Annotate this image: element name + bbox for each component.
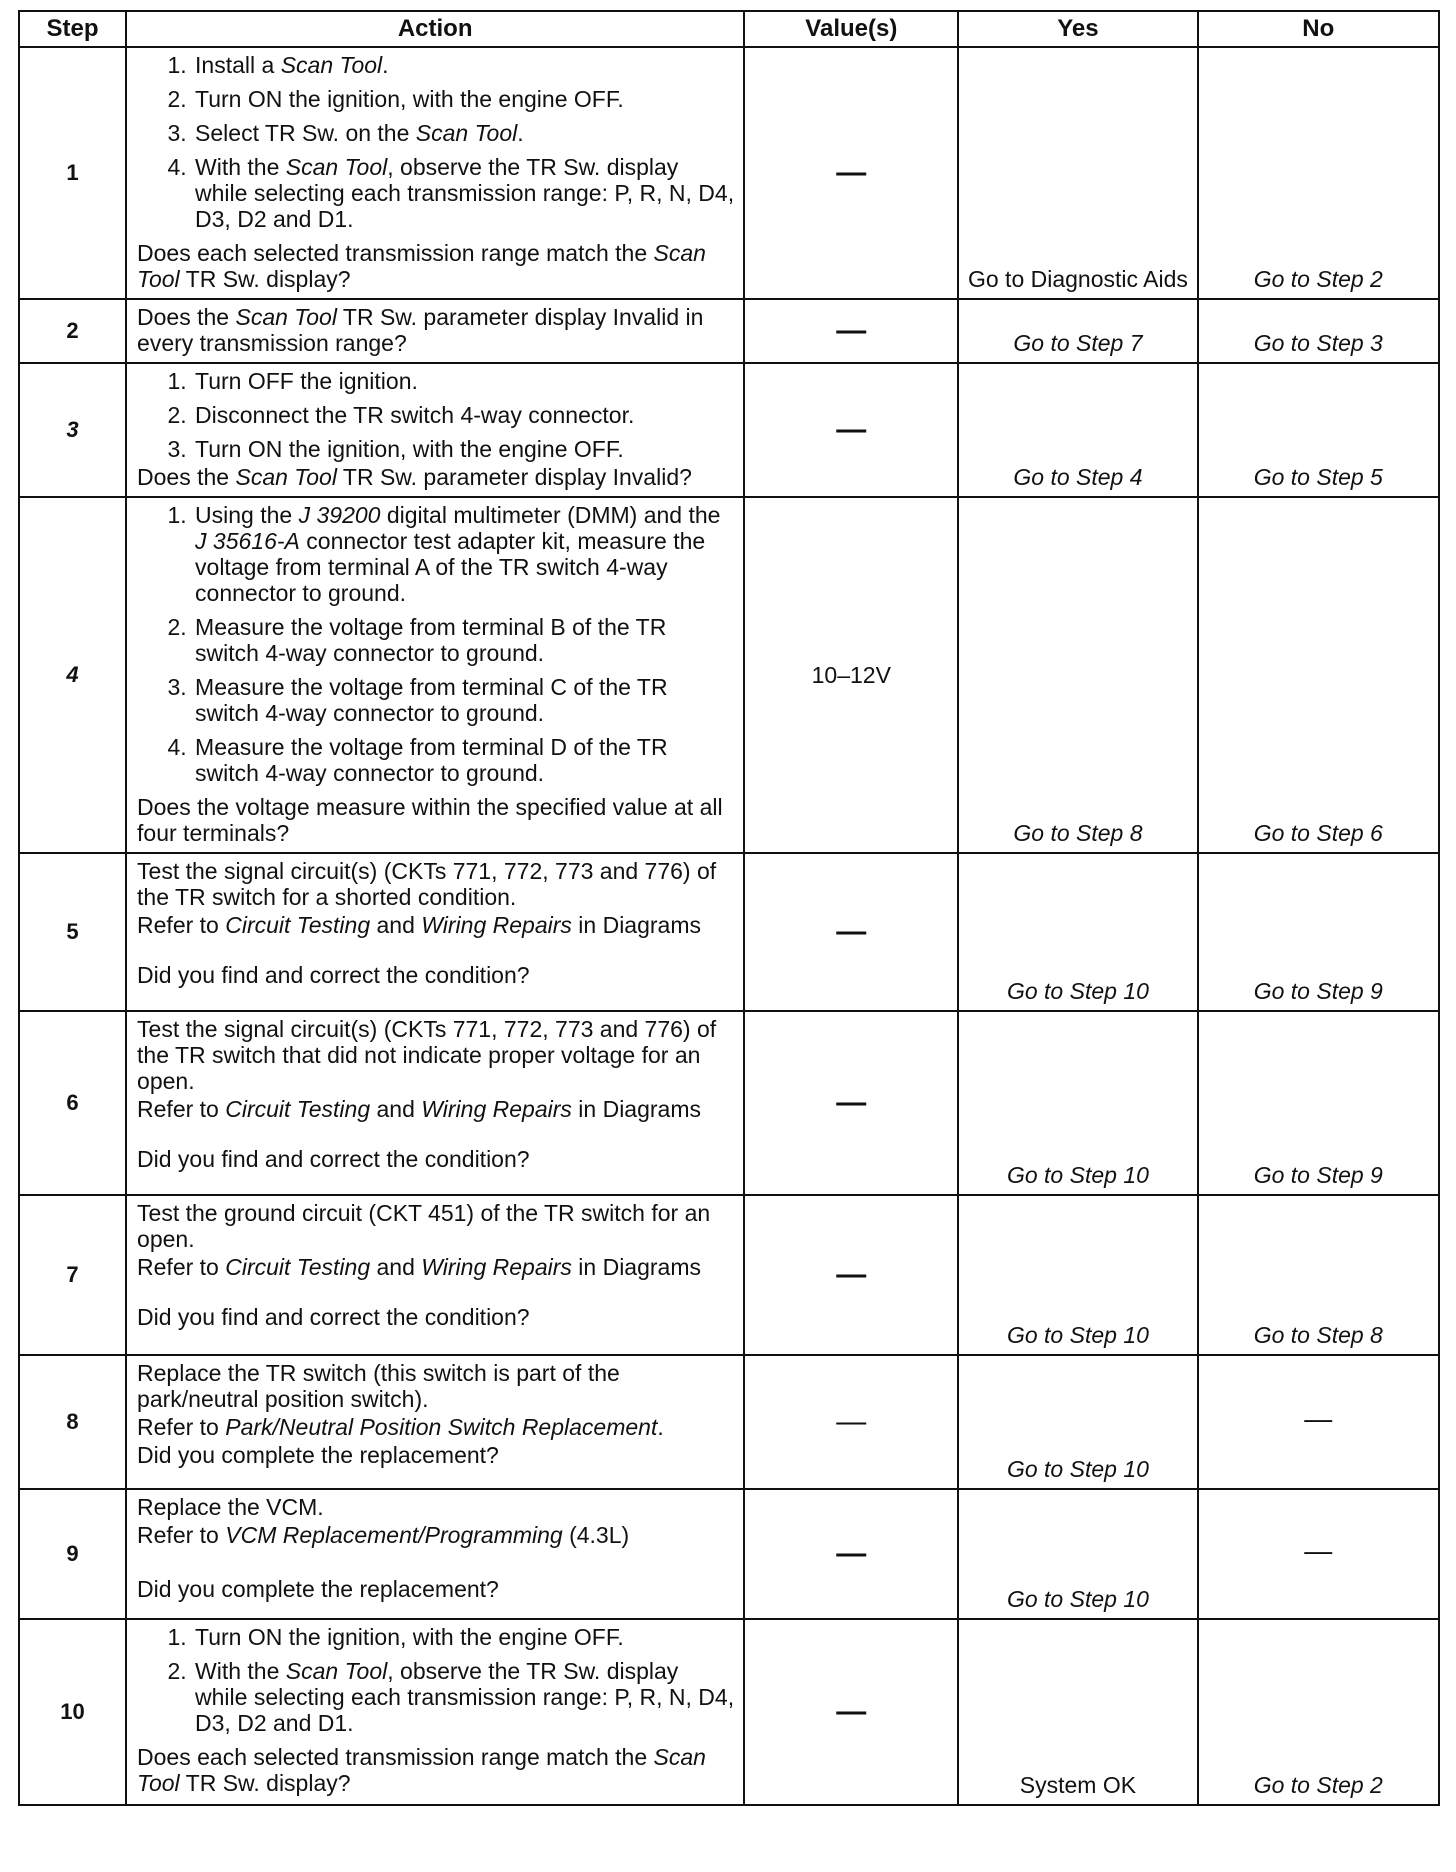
header-no: No	[1198, 11, 1439, 47]
no-cell: Go to Step 2	[1198, 47, 1439, 299]
reference-text: Refer to Circuit Testing and Wiring Repairs in Diagrams	[137, 1254, 702, 1280]
yes-cell: Go to Step 10	[958, 1195, 1197, 1355]
value-cell: —	[744, 47, 958, 299]
header-yes: Yes	[958, 11, 1197, 47]
table-row	[19, 1195, 1439, 1355]
lead-text: Replace the TR switch (this switch is part of the park/neutral position switch).	[137, 1360, 620, 1412]
question-text: Did you complete the replacement?	[137, 1442, 499, 1468]
question-text: Does the Scan Tool TR Sw. parameter display Invalid in every transmission range?	[137, 304, 704, 356]
step-number: 1	[19, 47, 126, 299]
yes-cell: Go to Step 7	[958, 299, 1197, 363]
diagnostic-table	[18, 10, 1440, 1806]
value-cell: —	[744, 1489, 958, 1619]
instruction-list	[137, 1624, 735, 1736]
no-cell: —	[1198, 1489, 1439, 1619]
no-cell: Go to Step 9	[1198, 853, 1439, 1011]
question-text: Does the voltage measure within the specified value at all four terminals?	[137, 794, 723, 846]
instruction-item: 1. Turn OFF the ignition.	[193, 368, 735, 394]
action-cell	[126, 853, 744, 1011]
no-cell: Go to Step 6	[1198, 497, 1439, 853]
action-cell	[126, 363, 744, 497]
instruction-list	[137, 368, 735, 462]
instruction-item: 2. Measure the voltage from terminal B of the TR switch 4-way connector to ground.	[193, 614, 735, 666]
reference-text: Refer to VCM Replacement/Programming (4.3L)	[137, 1522, 630, 1548]
no-cell: Go to Step 5	[1198, 363, 1439, 497]
step-number: 4	[19, 497, 126, 853]
instruction-item: 2. Disconnect the TR switch 4-way connector.	[193, 402, 735, 428]
value-cell: —	[744, 299, 958, 363]
action-cell	[126, 1619, 744, 1805]
yes-cell: System OK	[958, 1619, 1197, 1805]
no-cell: —	[1198, 1355, 1439, 1489]
value-cell: —	[744, 1011, 958, 1195]
instruction-item: 1. Turn ON the ignition, with the engine OFF.	[193, 1624, 735, 1650]
reference-text: Refer to Park/Neutral Position Switch Replacement.	[137, 1414, 664, 1440]
action-cell	[126, 497, 744, 853]
yes-cell: Go to Step 10	[958, 1489, 1197, 1619]
table-row	[19, 1011, 1439, 1195]
lead-text: Test the signal circuit(s) (CKTs 771, 772, 773 and 776) of the TR switch that did not indicate proper voltage for an open.	[137, 1016, 717, 1094]
reference-text: Refer to Circuit Testing and Wiring Repairs in Diagrams	[137, 1096, 702, 1122]
value-cell: —	[744, 363, 958, 497]
yes-cell: Go to Step 8	[958, 497, 1197, 853]
header-step: Step	[19, 11, 126, 47]
action-cell	[126, 1355, 744, 1489]
action-cell	[126, 1489, 744, 1619]
question-text: Did you find and correct the condition?	[137, 1304, 530, 1330]
yes-cell: Go to Step 10	[958, 1355, 1197, 1489]
value-cell: —	[744, 1195, 958, 1355]
step-number: 5	[19, 853, 126, 1011]
instruction-item: 2. With the Scan Tool, observe the TR Sw. display while selecting each transmission range: P, R, N, D4, D3, D2 and D1.	[193, 1658, 735, 1736]
step-number: 3	[19, 363, 126, 497]
question-text: Did you complete the replacement?	[137, 1576, 499, 1602]
step-number: 2	[19, 299, 126, 363]
instruction-list	[137, 502, 735, 786]
header-action: Action	[126, 11, 744, 47]
instruction-item: 1. Install a Scan Tool.	[193, 52, 735, 78]
action-cell	[126, 47, 744, 299]
instruction-item: 4. Measure the voltage from terminal D of the TR switch 4-way connector to ground.	[193, 734, 735, 786]
question-text: Does each selected transmission range match the Scan Tool TR Sw. display?	[137, 1744, 706, 1796]
yes-cell: Go to Step 10	[958, 853, 1197, 1011]
no-cell: Go to Step 2	[1198, 1619, 1439, 1805]
table-row	[19, 497, 1439, 853]
instruction-item: 3. Select TR Sw. on the Scan Tool.	[193, 120, 735, 146]
value-cell: —	[744, 853, 958, 1011]
table-row	[19, 1489, 1439, 1619]
question-text: Does the Scan Tool TR Sw. parameter display Invalid?	[137, 464, 692, 490]
step-number: 10	[19, 1619, 126, 1805]
lead-text: Replace the VCM.	[137, 1494, 324, 1520]
action-cell	[126, 1195, 744, 1355]
no-cell: Go to Step 3	[1198, 299, 1439, 363]
instruction-item: 3. Measure the voltage from terminal C of the TR switch 4-way connector to ground.	[193, 674, 735, 726]
header-values: Value(s)	[744, 11, 958, 47]
step-number: 6	[19, 1011, 126, 1195]
step-number: 8	[19, 1355, 126, 1489]
action-cell	[126, 299, 744, 363]
yes-cell: Go to Step 10	[958, 1011, 1197, 1195]
table-row	[19, 363, 1439, 497]
action-cell	[126, 1011, 744, 1195]
step-number: 9	[19, 1489, 126, 1619]
header-row	[19, 11, 1439, 47]
question-text: Did you find and correct the condition?	[137, 1146, 530, 1172]
instruction-item: 3. Turn ON the ignition, with the engine OFF.	[193, 436, 735, 462]
table-row	[19, 853, 1439, 1011]
table-row	[19, 299, 1439, 363]
value-cell: —	[744, 1355, 958, 1489]
table-row	[19, 1355, 1439, 1489]
lead-text: Test the ground circuit (CKT 451) of the TR switch for an open.	[137, 1200, 711, 1252]
step-number: 7	[19, 1195, 126, 1355]
instruction-item: 4. With the Scan Tool, observe the TR Sw. display while selecting each transmission range: P, R, N, D4, D3, D2 and D1.	[193, 154, 735, 232]
value-cell: —	[744, 1619, 958, 1805]
lead-text: Test the signal circuit(s) (CKTs 771, 772, 773 and 776) of the TR switch for a shorted condition.	[137, 858, 717, 910]
table-row	[19, 47, 1439, 299]
question-text: Does each selected transmission range match the Scan Tool TR Sw. display?	[137, 240, 706, 292]
instruction-item: 1. Using the J 39200 digital multimeter (DMM) and the J 35616-A connector test adapter kit, measure the voltage from terminal A of the TR switch 4-way connector to ground.	[193, 502, 735, 606]
table-row	[19, 1619, 1439, 1805]
no-cell: Go to Step 9	[1198, 1011, 1439, 1195]
instruction-list	[137, 52, 735, 232]
yes-cell: Go to Step 4	[958, 363, 1197, 497]
reference-text: Refer to Circuit Testing and Wiring Repairs in Diagrams	[137, 912, 702, 938]
instruction-item: 2. Turn ON the ignition, with the engine OFF.	[193, 86, 735, 112]
value-cell: 10–12V	[744, 497, 958, 853]
yes-cell: Go to Diagnostic Aids	[958, 47, 1197, 299]
no-cell: Go to Step 8	[1198, 1195, 1439, 1355]
question-text: Did you find and correct the condition?	[137, 962, 530, 988]
